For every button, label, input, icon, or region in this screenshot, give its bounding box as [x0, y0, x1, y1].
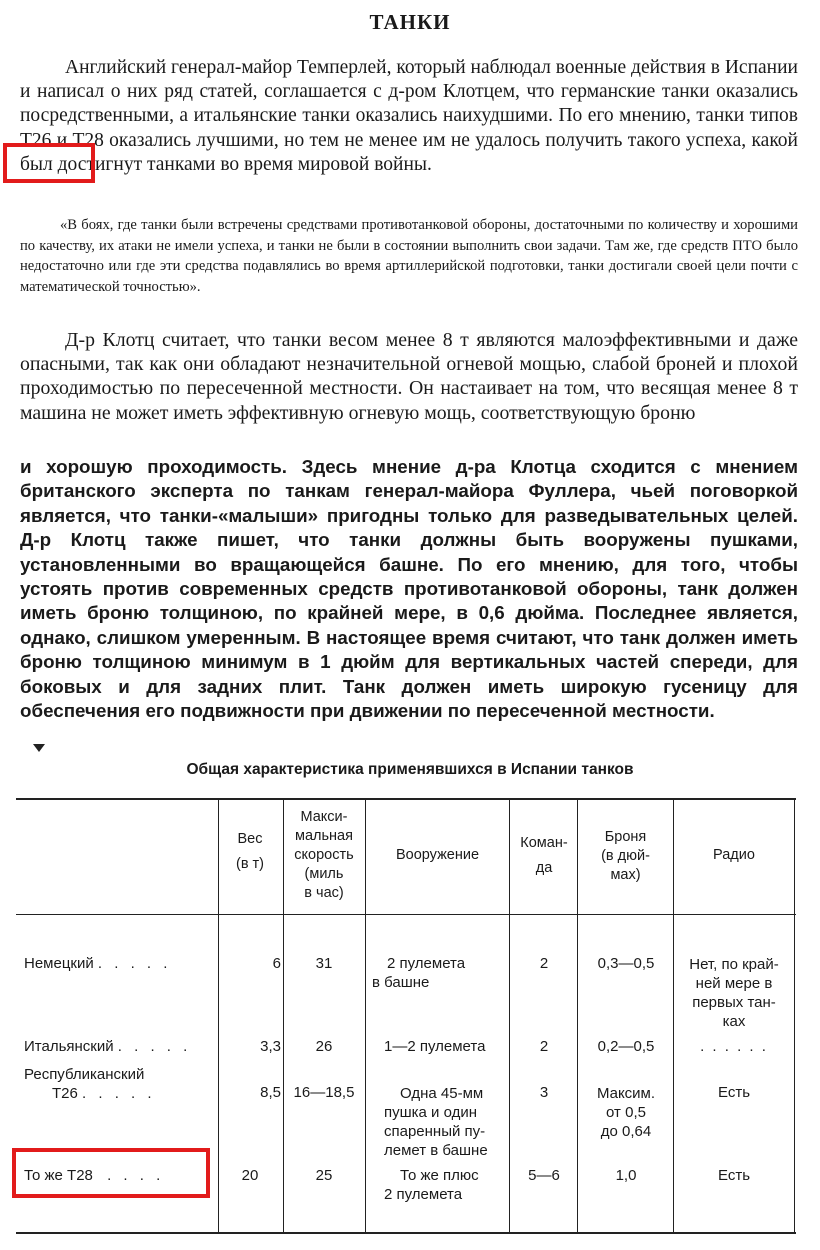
row-german-armament: 2 пулемета в башне [372, 955, 466, 991]
highlight-box-t28-row [12, 1148, 210, 1198]
row-t28-name: То же Т28 . . . . [24, 1167, 165, 1184]
row-t28-weight: 20 [241, 1167, 259, 1184]
header-radio: Радио [713, 847, 755, 863]
row-t26-crew: 3 [539, 1084, 549, 1101]
header-armament: Вооружение [395, 847, 480, 863]
row-german-armor: 0,3—0,5 [597, 955, 655, 972]
row-german-crew: 2 [539, 955, 549, 972]
row-t28-speed: 25 [315, 1167, 333, 1184]
row-italian-armament: 1—2 пулемета [384, 1038, 486, 1055]
page-title: ТАНКИ [369, 10, 451, 34]
row-t28-armor: 1,0 [615, 1167, 637, 1184]
row-italian-radio: . . . . . . [700, 1038, 768, 1055]
table-top-rule [16, 798, 796, 800]
table-title: Общая характеристика применявшихся в Испании танков [186, 761, 634, 778]
row-t26-armament: Одна 45-мм пушка и один спаренный пу- лемет в башне [384, 1085, 488, 1159]
table-header-rule [16, 914, 796, 915]
row-t28-radio: Есть [717, 1167, 751, 1184]
row-german-name: Немецкий . . . . . [24, 955, 172, 972]
quote-block: «В боях, где танки были встречены средствами противотанковой обороны, достаточными по количеству и хорошими по качеству, их атаки не имели успеха, и танки не были в состоянии выполнить свои задачи. Там же, где средств ПТО было недостаточно или где эти средства подавлялись во время артиллерийской подготовки, танки достигали своей цели почти с математической точностью». [20, 217, 798, 295]
header-armor: Броня (в дюй- мах) [601, 829, 650, 883]
paragraph-1: Английский генерал-майор Темперлей, который наблюдал военные действия в Испании и написал о них ряд статей, соглашается с д-ром Клотцем, что германские танки оказались посредственными, а итальянские танки оказались наихудшими. По его мнению, танки типов Т26 и Т28 оказались лучшими, но тем не менее им не удалось получить такого успеха, какой был достигнут танками во время мировой войны. [20, 57, 798, 175]
row-t26-name: Республиканский Т26 . . . . . [24, 1066, 156, 1102]
highlight-box-t28-text [3, 143, 95, 183]
header-crew: Коман- да [520, 835, 568, 876]
row-italian-armor: 0,2—0,5 [597, 1038, 655, 1055]
row-italian-weight: 3,3 [260, 1038, 281, 1055]
row-italian-crew: 2 [539, 1038, 549, 1055]
row-italian-name: Итальянский . . . . . [24, 1038, 192, 1055]
row-italian-speed: 26 [315, 1038, 333, 1055]
table-bottom-rule [16, 1232, 796, 1234]
paragraph-3: и хорошую проходимость. Здесь мнение д-ра Клотца сходится с мнением британского эксперта по танкам генерал-майора Фуллера, чьей поговоркой является, что танки-«малыши» пригодны только для разведывательных целей. Д-р Клотц также пишет, что танки должны быть вооружены пушками, установленными во вращающейся башне. По его мнению, для того, чтобы устоять против современных средств противотанковой обороны, танк должен иметь броню толщиною, по крайней мере, в 0,6 дюйма. Последнее является, однако, слишком умеренным. В настоящее время считают, что танк должен иметь броню толщиною минимум в 1 дюйм для вертикальных частей спереди, для боковых и для задних плит. Танк должен иметь широкую гусеницу для обеспечения его подвижности при движении по пересеченной местности. [20, 456, 798, 722]
row-german-weight: 6 [272, 955, 281, 972]
row-t26-radio: Есть [717, 1084, 751, 1101]
row-german-radio: Нет, по край- ней мере в первых тан- ках [689, 956, 779, 1030]
table-col-rule [794, 798, 795, 1234]
paragraph-2: Д-р Клотц считает, что танки весом менее 8 т являются малоэффективными и даже опасными, так как они обладают незначительной огневой мощью, слабой броней и плохой проходимостью по пересеченной местности. Он настаивает на том, что весящая менее 8 т машина не может иметь эффективную огневую мощь, соответствующую броню [20, 329, 798, 424]
row-t28-armament: То же плюс 2 пулемета [384, 1167, 479, 1203]
row-t28-crew: 5—6 [528, 1167, 560, 1184]
row-t26-weight: 8,5 [260, 1084, 281, 1101]
header-weight: Вес (в т) [235, 831, 265, 872]
row-t26-speed: 16—18,5 [293, 1084, 355, 1101]
page-break-marker [33, 744, 45, 752]
row-german-speed: 31 [315, 955, 333, 972]
header-speed: Макси- мальная скорость (миль в час) [294, 809, 354, 901]
row-t26-armor: Максим. от 0,5 до 0,64 [596, 1085, 656, 1140]
